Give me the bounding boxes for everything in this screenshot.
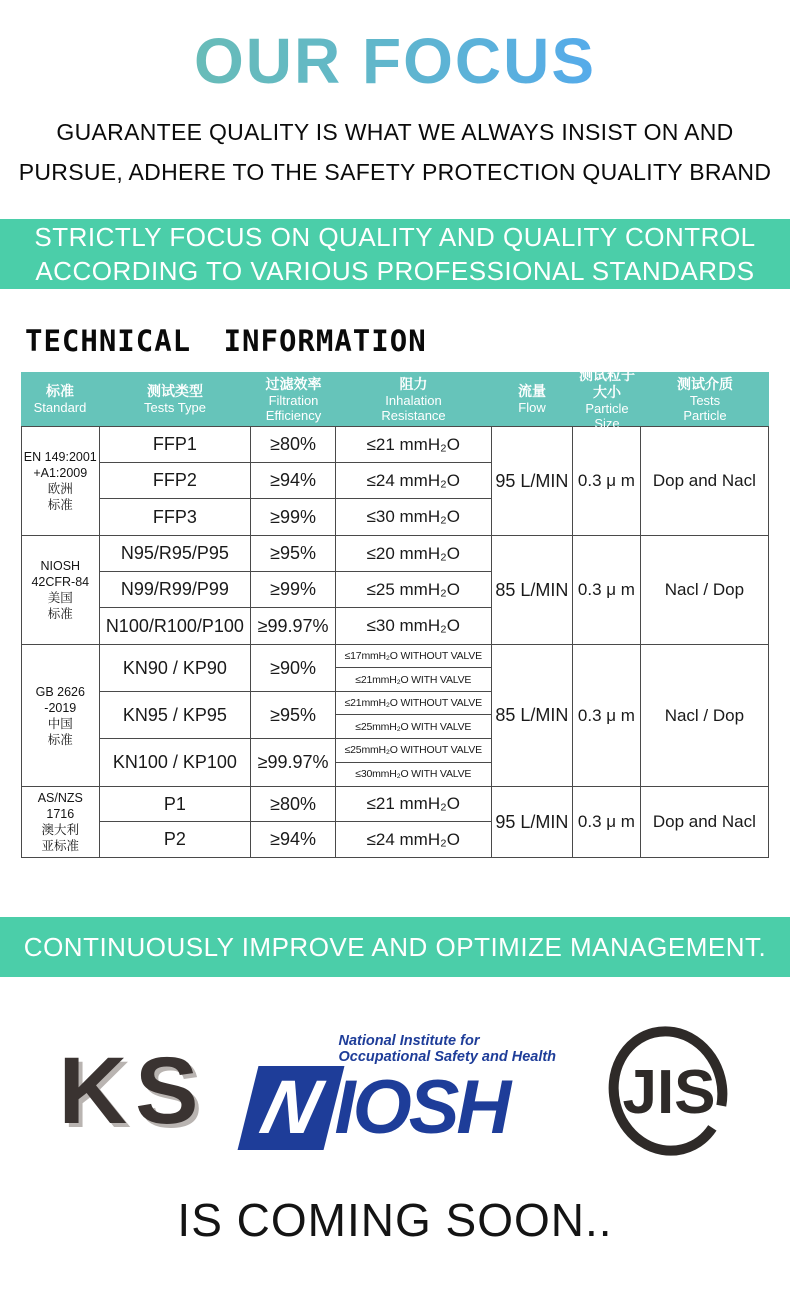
- efficiency-cell: ≥95%: [251, 536, 336, 571]
- header-flow: 流量 Flow: [518, 383, 546, 415]
- coming-soon-text: IS COMING SOON..: [177, 1194, 613, 1246]
- resistance-with-valve: ≤30mmH₂O WITH VALVE: [355, 768, 472, 781]
- efficiency-cell: ≥99%: [251, 499, 336, 535]
- test-type-cell: N99/R99/P99: [100, 572, 252, 607]
- quality-banner-line-1: STRICTLY FOCUS ON QUALITY AND QUALITY CONTROL: [34, 222, 756, 252]
- test-type-cell: FFP3: [100, 499, 252, 535]
- resistance-with-valve: ≤25mmH₂O WITH VALVE: [355, 720, 472, 733]
- resistance-with-valve: ≤21mmH₂O WITH VALVE: [355, 673, 472, 686]
- flow-cell: 85 L/MIN: [492, 645, 574, 786]
- test-type-cell: KN100 / KP100: [100, 739, 252, 786]
- particle-size-cell: 0.3 μ m: [573, 427, 641, 535]
- standard-cell: GB 2626 -2019 中国 标准: [22, 645, 100, 786]
- tests-particle-cell: Nacl / Dop: [664, 580, 745, 599]
- table-row: [100, 787, 491, 822]
- test-type-cell: FFP1: [100, 427, 252, 462]
- header-particle-size: 测试粒子大小 Particle Size: [579, 367, 635, 431]
- efficiency-cell: ≥94%: [251, 822, 336, 857]
- flow-cell: 95 L/MIN: [492, 427, 574, 535]
- header-standard: 标准 Standard: [33, 383, 87, 415]
- particle-size-cell: 0.3 μ m: [573, 536, 641, 644]
- test-type-cell: FFP2: [100, 463, 252, 498]
- jis-letters: JIS: [622, 1058, 717, 1127]
- resistance-cell: ≤30 mmH₂O: [366, 507, 460, 526]
- particle-size-cell: 0.3 μ m: [573, 787, 641, 857]
- resistance-cell: ≤21 mmH₂O: [366, 434, 460, 454]
- table-row: [100, 645, 491, 692]
- standard-cell: NIOSH 42CFR-84 美国 标准: [22, 536, 100, 644]
- particle-size-cell: 0.3 μ m: [573, 645, 641, 786]
- table-row: [100, 608, 491, 644]
- group-rows: [100, 536, 492, 644]
- header-tests-particle: 测试介质 Tests Particle: [677, 375, 733, 423]
- table-row: [100, 692, 491, 739]
- certification-logos: [0, 1025, 790, 1157]
- standard-group-en149: [22, 426, 768, 535]
- subtitle: [0, 112, 790, 192]
- group-rows: [100, 427, 492, 535]
- page: [0, 24, 790, 1300]
- section-heading: TECHNICAL INFORMATION: [25, 324, 427, 358]
- flow-cell: 95 L/MIN: [492, 787, 574, 857]
- standard-group-niosh: [22, 535, 768, 644]
- test-type-cell: N100/R100/P100: [100, 608, 252, 644]
- group-rows: [100, 787, 492, 857]
- header-inhalation-resistance: 阻力 Inhalation Resistance: [381, 375, 446, 423]
- table-header-row: [21, 367, 769, 431]
- jis-logo: [606, 1025, 731, 1157]
- header-filtration-efficiency: 过滤效率 Filtration Efficiency: [265, 375, 322, 423]
- table-row: [100, 536, 491, 572]
- standard-cell: EN 149:2001 +A1:2009 欧洲 标准: [22, 427, 100, 535]
- efficiency-cell: ≥94%: [251, 463, 336, 498]
- efficiency-cell: ≥99.97%: [251, 608, 336, 644]
- ks-logo: KS: [58, 1037, 207, 1144]
- table-row: [100, 427, 491, 463]
- tests-particle-cell: Nacl / Dop: [664, 705, 745, 725]
- quality-banner-line-2: ACCORDING TO VARIOUS PROFESSIONAL STANDARDS: [35, 256, 755, 286]
- technical-table: [21, 367, 769, 858]
- resistance-cell: [336, 692, 491, 738]
- niosh-n-parallelogram: N: [238, 1066, 345, 1150]
- test-type-cell: N95/R95/P95: [100, 536, 252, 571]
- efficiency-cell: ≥99.97%: [251, 739, 336, 786]
- subtitle-line-2: PURSUE, ADHERE TO THE SAFETY PROTECTION QUALITY BRAND: [18, 159, 772, 185]
- test-type-cell: P1: [100, 787, 252, 821]
- resistance-cell: ≤30 mmH₂O: [366, 616, 460, 635]
- group-rows: [100, 645, 492, 786]
- table-row: [100, 739, 491, 786]
- subtitle-line-1: GUARANTEE QUALITY IS WHAT WE ALWAYS INSIST ON AND: [56, 119, 734, 145]
- resistance-without-valve: ≤17mmH₂O WITHOUT VALVE: [336, 645, 491, 668]
- jis-ellipse-mark: [606, 1025, 731, 1157]
- test-type-cell: KN90 / KP90: [100, 645, 252, 691]
- niosh-tagline: National Institute for Occupational Safety and Health: [338, 1032, 557, 1065]
- test-type-cell: KN95 / KP95: [100, 692, 252, 738]
- resistance-without-valve: ≤25mmH₂O WITHOUT VALVE: [336, 739, 491, 763]
- resistance-cell: ≤21 mmH₂O: [366, 794, 460, 813]
- tests-particle-cell: Dop and Nacl: [652, 471, 756, 490]
- efficiency-cell: ≥95%: [251, 692, 336, 738]
- resistance-cell: ≤20 mmH₂O: [366, 543, 460, 563]
- standard-cell: AS/NZS 1716 澳大利 亚标准: [22, 787, 100, 857]
- management-banner: [0, 917, 790, 977]
- table-row: [100, 463, 491, 499]
- resistance-cell: ≤25 mmH₂O: [366, 579, 460, 599]
- flow-cell: 85 L/MIN: [492, 536, 574, 644]
- header-tests-type: 测试类型 Tests Type: [144, 383, 206, 415]
- resistance-cell: [336, 645, 491, 691]
- tests-particle-cell: Dop and Nacl: [652, 812, 756, 831]
- table-row: [100, 572, 491, 608]
- efficiency-cell: ≥99%: [251, 572, 336, 607]
- table-row: [100, 822, 491, 857]
- quality-banner: [0, 219, 790, 289]
- table-row: [100, 499, 491, 535]
- page-title: OUR FOCUS: [0, 24, 790, 98]
- resistance-cell: [336, 739, 491, 786]
- efficiency-cell: ≥90%: [251, 645, 336, 691]
- resistance-cell: ≤24 mmH₂O: [366, 829, 460, 849]
- resistance-cell: ≤24 mmH₂O: [366, 470, 460, 490]
- management-banner-text: CONTINUOUSLY IMPROVE AND OPTIMIZE MANAGEMENT.: [23, 931, 767, 962]
- efficiency-cell: ≥80%: [251, 427, 336, 462]
- standard-group-asnzs: [22, 786, 768, 857]
- niosh-wordmark: N IOSH: [240, 1066, 572, 1150]
- table-body: [21, 426, 769, 858]
- standard-group-gb2626: [22, 644, 768, 786]
- niosh-logo: [240, 1033, 572, 1150]
- resistance-without-valve: ≤21mmH₂O WITHOUT VALVE: [336, 692, 491, 715]
- test-type-cell: P2: [100, 822, 252, 857]
- efficiency-cell: ≥80%: [251, 787, 336, 821]
